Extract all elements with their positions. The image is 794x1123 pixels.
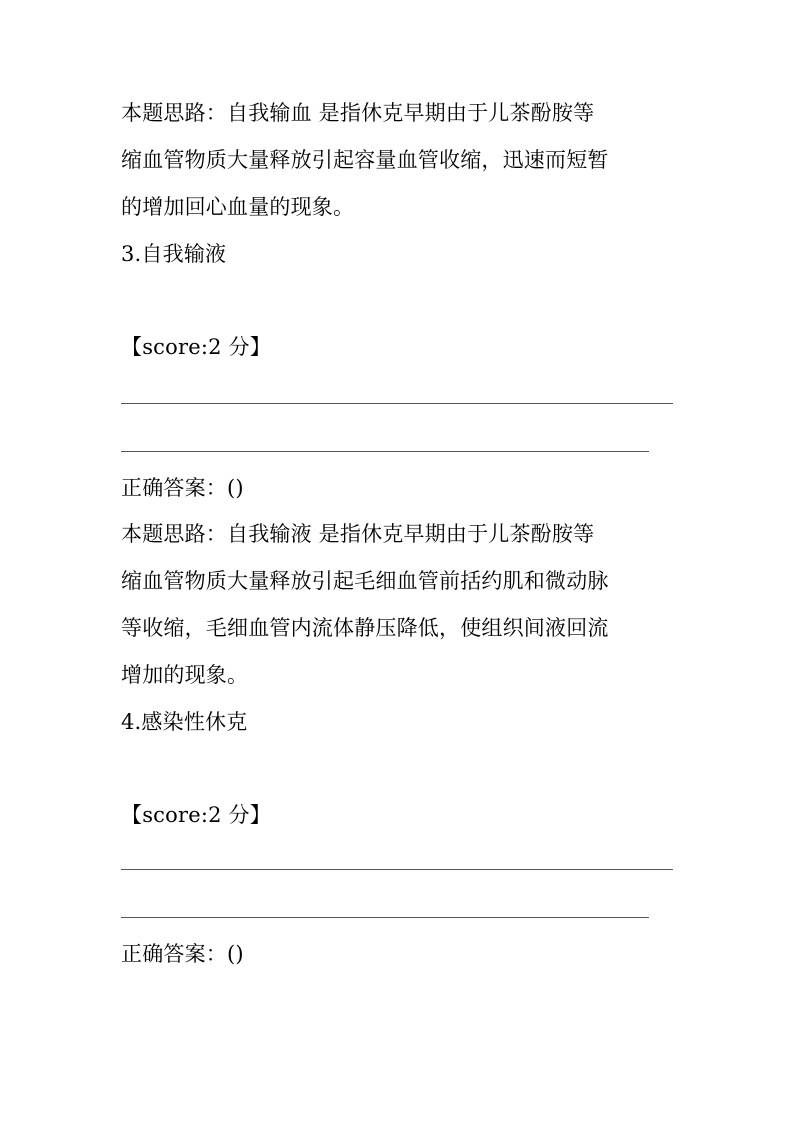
explanation-line: 增加的现象。 (121, 663, 249, 687)
correct-answer-label: 正确答案：() (121, 476, 244, 500)
correct-answer-label: 正确答案：() (121, 942, 244, 966)
answer-blank-line[interactable] (121, 917, 649, 918)
answer-blank-line[interactable] (121, 451, 649, 452)
question-title: 3.自我输液 (121, 242, 227, 266)
explanation-line: 缩血管物质大量释放引起毛细血管前括约肌和微动脉 (121, 569, 609, 593)
explanation-line: 本题思路：自我输液 是指休克早期由于儿茶酚胺等 (121, 522, 595, 546)
explanation-line: 等收缩，毛细血管内流体静压降低，使组织间液回流 (121, 616, 609, 640)
answer-blank-line[interactable] (121, 869, 673, 870)
score-label: 【score:2 分】 (121, 803, 271, 827)
explanation-line: 本题思路：自我输血 是指休克早期由于儿茶酚胺等 (121, 101, 595, 125)
question-title: 4.感染性休克 (121, 710, 248, 734)
explanation-line: 的增加回心血量的现象。 (121, 195, 355, 219)
score-label: 【score:2 分】 (121, 335, 271, 359)
answer-blank-line[interactable] (121, 403, 673, 404)
explanation-line: 缩血管物质大量释放引起容量血管收缩，迅速而短暂 (121, 148, 609, 172)
